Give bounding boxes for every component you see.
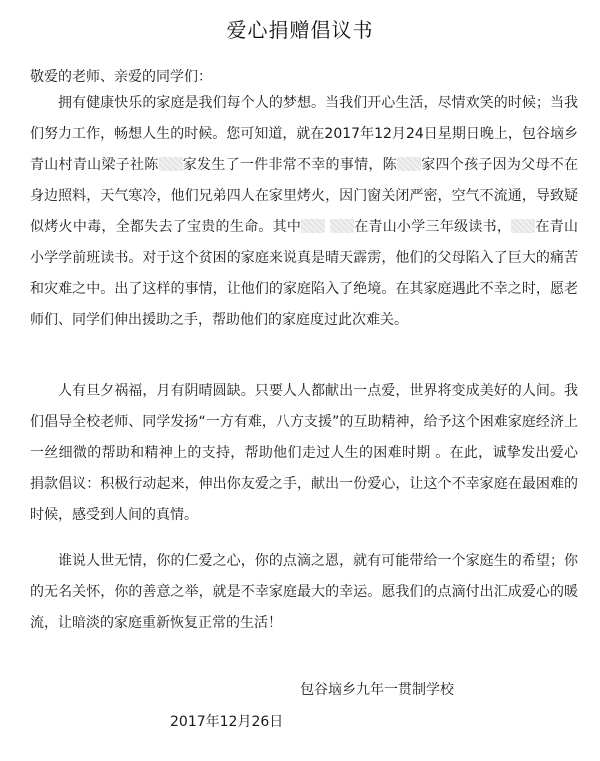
redacted-name-1 (159, 157, 183, 171)
paragraph-2: 人有旦夕祸福，月有阴晴圆缺。只要人人都献出一点爱，世界将变成美好的人间。我们倡导全校老师、同学发扬“一方有难，八方支援”的互助精神，给予这个困难家庭经济上一丝细微的帮助和精神上的支持，帮助他们走过人生的困难时期 。在此，诚挚发出爱心捐款倡议：积极行动起来，伸出你友爱之手，献出一份爱心，让这个不幸家庭在最困难的时候，感受到人间的真情。 (30, 383, 578, 523)
paragraph-1-text-1: 拥有健康快乐的家庭是我们每个人的梦想。当我们开心生活，尽情欢笑的时候；当我们努力工作，畅想人生的时候。您可知道，就在2017年12月24日星期日晚上，包谷垴乡青山村青山梁子社陈 (30, 95, 578, 173)
document-date: 2017年12月26日 (170, 714, 284, 730)
redacted-name-4 (330, 219, 354, 233)
paragraph-1 (30, 88, 578, 336)
greeting: 敬爱的老师、亲爱的同学们： (30, 69, 212, 85)
paragraph-1-text-5: 在青山小学学前班读书。对于这个贫困的家庭来说真是晴天霹雳，他们的父母陷入了巨大的痛苦和灾难之中。出了这样的事情，让他们的家庭陷入了绝境。在其家庭遇此不幸之时，愿老师们、同学们伸出援助之手，帮助他们的家庭度过此次难关。 (30, 219, 579, 328)
redacted-name-3 (301, 219, 325, 233)
redacted-name-2 (397, 157, 421, 171)
document-title: 爱心捐赠倡议书 (226, 18, 374, 42)
paragraph-3: 谁说人世无情，你的仁爱之心，你的点滴之恩，就有可能带给一个家庭生的希望；你的无名关怀，你的善意之举，就是不幸家庭最大的幸运。愿我们的点滴付出汇成爱心的暖流，让暗淡的家庭重新恢复正常的生活！ (30, 553, 578, 631)
paragraph-1-text-3: 家四个孩子因为父母不在身边照料，天气寒冷，他们兄弟四人在家里烤火，因门窗关闭严密，空气不流通，导致疑似烤火中毒，全都失去了宝贵的生命。其中 (30, 157, 579, 235)
signature: 包谷垴乡九年一贯制学校 (300, 682, 454, 698)
redacted-name-5 (511, 219, 535, 233)
paragraph-1-text-2: 家发生了一件非常不幸的事情，陈 (182, 157, 397, 173)
paragraph-1-text-4: 在青山小学三年级读书， (353, 219, 512, 235)
